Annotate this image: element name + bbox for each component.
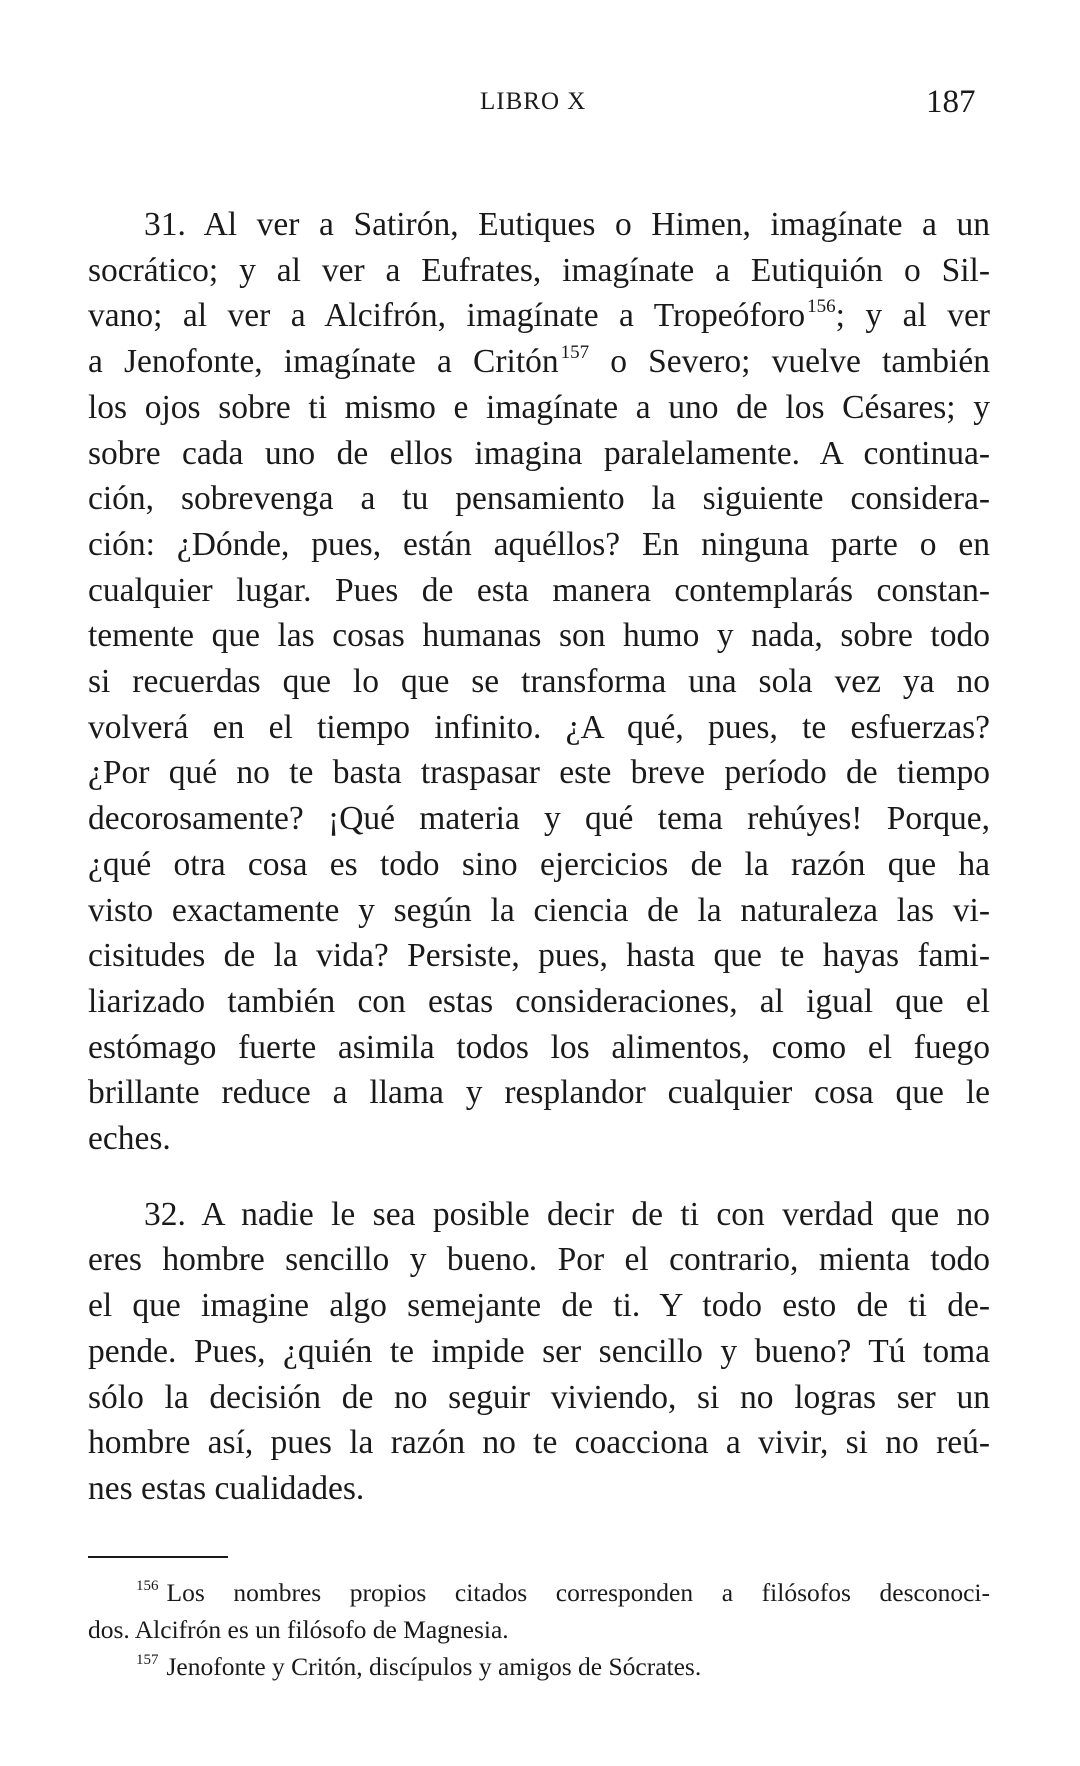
footnote-number: 157 [136, 1652, 159, 1668]
text-line: ción, sobrevenga a tu pensamiento la siguiente considera- [88, 480, 990, 518]
text-line: los ojos sobre ti mismo e imagínate a uno de los Césares; y [88, 388, 990, 426]
text-line: 32. A nadie le sea posible decir de ti con verdad que no [144, 1195, 990, 1233]
text-line: ¿qué otra cosa es todo sino ejercicios de la razón que ha [88, 845, 990, 883]
text-line: hombre así, pues la razón no te coacciona a vivir, si no reú- [88, 1424, 990, 1462]
paragraph-32 [88, 1192, 990, 1512]
page-number: 187 [926, 84, 976, 120]
footnote-156 [88, 1574, 990, 1648]
footnote-line [88, 1648, 990, 1685]
body-text [88, 202, 990, 1512]
footnote-ref-157[interactable]: 157 [560, 342, 590, 364]
text-line: nes estas cualidades. [88, 1469, 365, 1507]
running-head [0, 84, 1080, 124]
footnote-text: Jenofonte y Critón, discípulos y amigos de Sócrates. [166, 1652, 702, 1681]
text-line-with-footnote [88, 293, 990, 339]
text-segment: o Severo; vuelve también [589, 343, 990, 381]
text-line-with-footnote [88, 339, 990, 385]
text-line: estómago fuerte asimila todos los alimentos, como el fuego [88, 1028, 990, 1066]
text-line: liarizado también con estas consideraciones, al igual que el [88, 982, 990, 1020]
text-line: el que imagine algo semejante de ti. Y todo esto de ti de- [88, 1287, 990, 1325]
text-line: eches. [88, 1120, 171, 1158]
footnote-text: Los nombres propios citados corresponden a filósofos desconoci- [166, 1578, 990, 1607]
text-line: pende. Pues, ¿quién te impide ser sencillo y bueno? Tú toma [88, 1332, 990, 1370]
text-line: 31. Al ver a Satirón, Eutiques o Himen, imagínate a un [144, 206, 990, 243]
text-line: si recuerdas que lo que se transforma una sola vez ya no [88, 663, 990, 701]
footnote-rule [88, 1556, 228, 1558]
text-segment: a Jenofonte, imagínate a Critón [88, 343, 559, 381]
text-line: cualquier lugar. Pues de esta manera contemplarás constan- [88, 571, 990, 609]
text-line: decorosamente? ¡Qué materia y qué tema rehúyes! Porque, [88, 800, 990, 838]
text-line: volverá en el tiempo infinito. ¿A qué, pues, te esfuerzas? [88, 708, 990, 746]
text-segment: ; y al ver [835, 297, 990, 335]
footnote-line [88, 1574, 990, 1611]
footnote-number: 156 [136, 1578, 159, 1594]
text-line: sólo la decisión de no seguir viviendo, si no logras ser un [88, 1378, 990, 1416]
text-line: ción: ¿Dónde, pues, están aquéllos? En ninguna parte o en [88, 525, 990, 563]
text-line: brillante reduce a llama y resplandor cualquier cosa que le [88, 1074, 990, 1112]
text-segment: vano; al ver a Alcifrón, imagínate a Tropeóforo [88, 297, 806, 335]
text-line: visto exactamente y según la ciencia de la naturaleza las vi- [88, 891, 990, 929]
footnote-157 [88, 1648, 990, 1685]
paragraph-31 [88, 202, 990, 1162]
text-line: socrático; y al ver a Eufrates, imagínate a Eutiquión o Sil- [88, 251, 990, 289]
text-line: eres hombre sencillo y bueno. Por el contrario, mienta todo [88, 1241, 990, 1279]
running-title: LIBRO X [480, 88, 587, 115]
text-line: cisitudes de la vida? Persiste, pues, hasta que te hayas fami- [88, 937, 990, 975]
footnotes [88, 1556, 990, 1685]
footnote-line: dos. Alcifrón es un filósofo de Magnesia. [88, 1615, 509, 1644]
text-line: temente que las cosas humanas son humo y nada, sobre todo [88, 617, 990, 655]
text-line: sobre cada uno de ellos imagina paralelamente. A continua- [88, 434, 990, 472]
text-line: ¿Por qué no te basta traspasar este breve período de tiempo [88, 754, 990, 792]
footnote-ref-156[interactable]: 156 [807, 296, 836, 318]
